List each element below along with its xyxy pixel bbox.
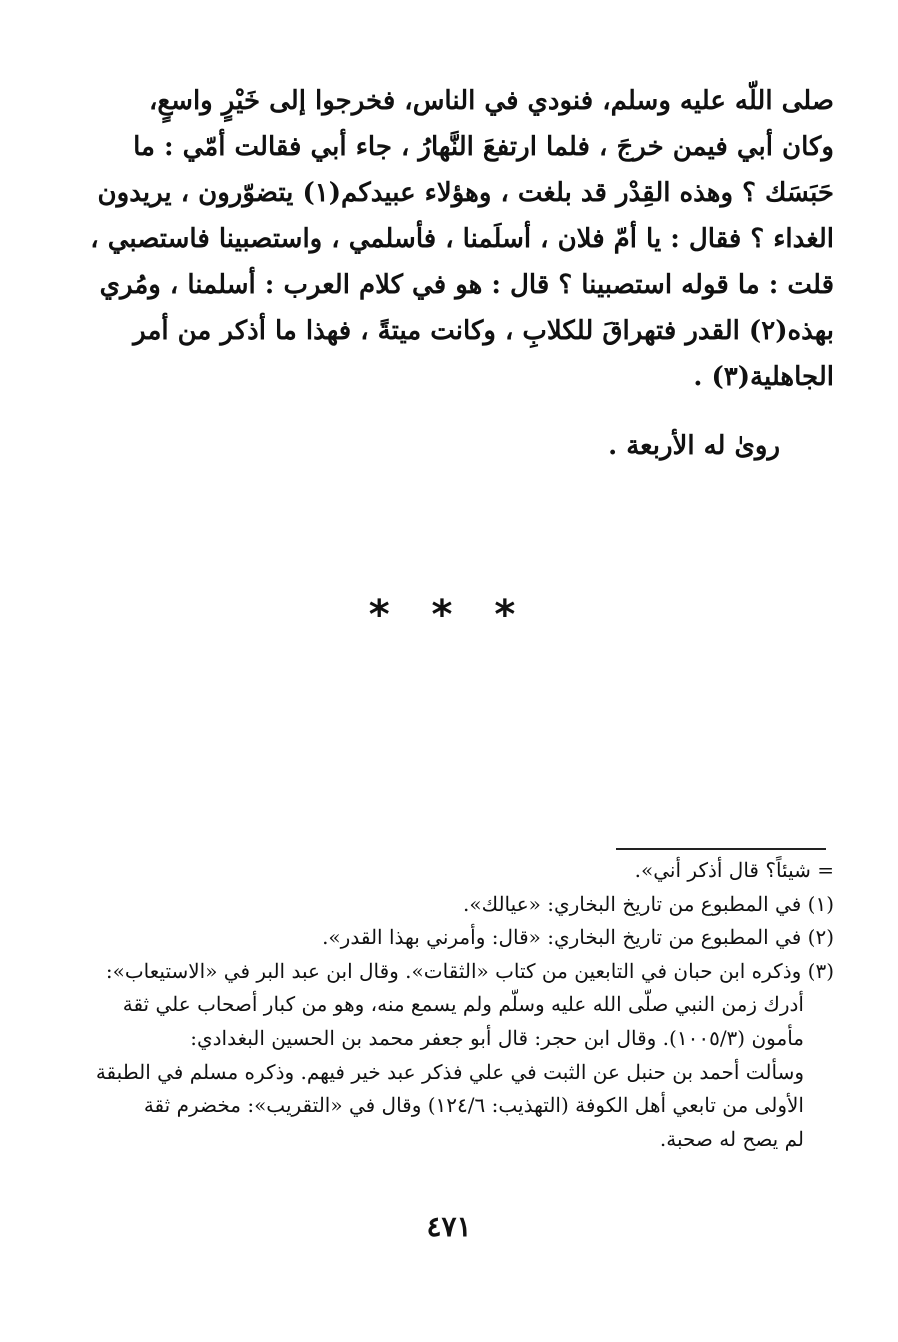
footnote-line-2: (١) في المطبوع من تاريخ البخاري: «عيالك». bbox=[463, 891, 834, 916]
main-text-line-6: بهذه(٢) القدر فتهراقَ للكلابِ ، وكانت ميتةً ، فهذا ما أذكر من أمر bbox=[133, 316, 834, 346]
footnote-line-3: (٢) في المطبوع من تاريخ البخاري: «قال: وأمرني بهذا القدر». bbox=[322, 925, 834, 950]
footnote-line-4: (٣) وذكره ابن حبان في التابعين من كتاب «الثقات». وقال ابن عبد البر في «الاستيعاب»: bbox=[105, 958, 834, 983]
main-text-line-1: صلى اللّه عليه وسلم، فنودي في الناس، فخرجوا إلى خَيْرٍ واسعٍ، bbox=[148, 86, 834, 116]
narration-note: روىٰ له الأربعة . bbox=[608, 431, 780, 461]
main-text-line-7: الجاهلية(٣) . bbox=[693, 362, 834, 392]
main-text-line-5: قلت : ما قوله استصبينا ؟ قال : هو في كلام العرب : أسلمنا ، ومُري bbox=[99, 270, 834, 300]
footnotes-block bbox=[95, 854, 834, 1156]
footnote-line-5: أدرك زمن النبي صلّى الله عليه وسلّم ولم يسمع منه، وهو من كبار أصحاب علي ثقة bbox=[122, 992, 804, 1017]
footnote-line-6: مأمون (١٠٠٥/٣). وقال ابن حجر: قال أبو جعفر محمد بن الحسين البغدادي: bbox=[190, 1025, 804, 1050]
footnote-divider bbox=[616, 848, 826, 850]
page-number: ٤٧١ bbox=[426, 1210, 472, 1243]
main-text-line-3: حَبَسَك ؟ وهذه القِدْر قد بلغت ، وهؤلاء عبيدكم(١) يتضوّرون ، يريدون bbox=[97, 178, 834, 208]
main-text-line-4: الغداء ؟ فقال : يا أمّ فلان ، أسلَمنا ، فأسلمي ، واستصبينا فاستصبي ، bbox=[90, 224, 834, 254]
footnote-line-7: وسألت أحمد بن حنبل عن الثبت في علي فذكر عبد خير فيهم. وذكره مسلم في الطبقة bbox=[95, 1059, 804, 1084]
footnote-line-1: = شيئاً؟ قال أذكر أني». bbox=[634, 858, 834, 882]
section-separator: * * * bbox=[368, 592, 530, 638]
main-text-block bbox=[90, 78, 834, 400]
main-text-line-2: وكان أبي فيمن خرجَ ، فلما ارتفعَ النَّهارُ ، جاء أبي فقالت أمّي : ما bbox=[133, 132, 834, 162]
footnote-line-9: لم يصح له صحبة. bbox=[659, 1126, 804, 1151]
footnote-line-8: الأولى من تابعي أهل الكوفة (التهذيب: ١٢٤/٦) وقال في «التقريب»: مخضرم ثقة bbox=[143, 1093, 804, 1118]
